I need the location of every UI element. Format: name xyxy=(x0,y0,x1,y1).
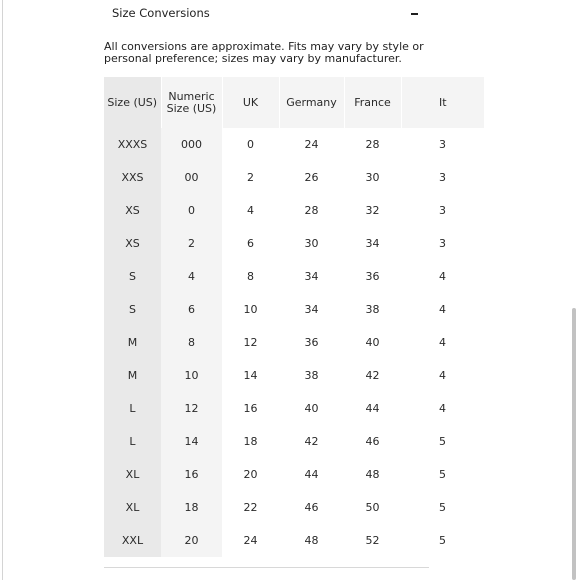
table-cell: 26 xyxy=(279,161,344,194)
table-cell: 0 xyxy=(222,128,279,161)
table-cell: 16 xyxy=(222,392,279,425)
table-cell: 48 xyxy=(279,524,344,557)
table-header-row xyxy=(104,77,484,128)
table-cell: 2 xyxy=(161,227,222,260)
table-cell: 4 xyxy=(401,326,484,359)
table-cell: 34 xyxy=(279,260,344,293)
table-cell: 32 xyxy=(344,194,401,227)
table-cell: 44 xyxy=(344,392,401,425)
table-cell: 0 xyxy=(161,194,222,227)
table-cell: M xyxy=(104,359,161,392)
table-row xyxy=(104,392,484,425)
table-cell: 50 xyxy=(344,491,401,524)
scrollbar-thumb[interactable] xyxy=(572,308,576,580)
table-cell: 12 xyxy=(161,392,222,425)
minus-icon[interactable] xyxy=(408,6,422,20)
table-cell: 5 xyxy=(401,491,484,524)
column-header: UK xyxy=(222,77,279,128)
table-row xyxy=(104,260,484,293)
table-cell: 3 xyxy=(401,194,484,227)
table-cell: S xyxy=(104,293,161,326)
table-row xyxy=(104,293,484,326)
table-cell: 34 xyxy=(344,227,401,260)
table-cell: L xyxy=(104,392,161,425)
table-cell: 6 xyxy=(161,293,222,326)
column-header: Numeric Size (US) xyxy=(161,77,222,128)
table-cell: 38 xyxy=(344,293,401,326)
table-cell: 12 xyxy=(222,326,279,359)
table-cell: 18 xyxy=(222,425,279,458)
column-header: Germany xyxy=(279,77,344,128)
table-cell: 46 xyxy=(279,491,344,524)
table-row xyxy=(104,491,484,524)
table-cell: 46 xyxy=(344,425,401,458)
table-cell: 44 xyxy=(279,458,344,491)
column-header: Size (US) xyxy=(104,77,161,128)
table-cell: 38 xyxy=(279,359,344,392)
table-row xyxy=(104,128,484,161)
table-cell: 20 xyxy=(161,524,222,557)
disclaimer-text: All conversions are approximate. Fits may vary by style or personal preference; sizes may vary by manufacturer. xyxy=(104,40,424,65)
table-row xyxy=(104,227,484,260)
table-cell: 24 xyxy=(222,524,279,557)
table-cell: 2 xyxy=(222,161,279,194)
table-cell: 4 xyxy=(222,194,279,227)
table-cell: 00 xyxy=(161,161,222,194)
table-cell: 40 xyxy=(279,392,344,425)
table-cell: 40 xyxy=(344,326,401,359)
table-cell: 4 xyxy=(401,260,484,293)
table-cell: 3 xyxy=(401,227,484,260)
table-row xyxy=(104,359,484,392)
table-row xyxy=(104,161,484,194)
table-cell: 5 xyxy=(401,425,484,458)
table-cell: 16 xyxy=(161,458,222,491)
table-cell: S xyxy=(104,260,161,293)
column-header: It xyxy=(401,77,484,128)
table-cell: 22 xyxy=(222,491,279,524)
section-title: Size Conversions xyxy=(112,6,210,20)
table-cell: 4 xyxy=(161,260,222,293)
table-cell: L xyxy=(104,425,161,458)
table-row xyxy=(104,458,484,491)
table-cell: 28 xyxy=(279,194,344,227)
table-cell: 000 xyxy=(161,128,222,161)
table-cell: 14 xyxy=(161,425,222,458)
table-cell: 36 xyxy=(279,326,344,359)
table-cell: 8 xyxy=(161,326,222,359)
table-cell: 14 xyxy=(222,359,279,392)
table-cell: 10 xyxy=(161,359,222,392)
table-cell: 28 xyxy=(344,128,401,161)
table-cell: 6 xyxy=(222,227,279,260)
column-header: France xyxy=(344,77,401,128)
table-row xyxy=(104,425,484,458)
table-cell: 20 xyxy=(222,458,279,491)
size-table-scroll-area[interactable] xyxy=(104,77,447,557)
table-cell: 8 xyxy=(222,260,279,293)
table-cell: XXXS xyxy=(104,128,161,161)
size-conversion-table xyxy=(104,77,484,557)
table-cell: 3 xyxy=(401,128,484,161)
table-cell: 30 xyxy=(279,227,344,260)
table-cell: XL xyxy=(104,491,161,524)
table-row xyxy=(104,194,484,227)
table-cell: 4 xyxy=(401,359,484,392)
table-cell: 5 xyxy=(401,458,484,491)
table-cell: M xyxy=(104,326,161,359)
table-cell: 42 xyxy=(279,425,344,458)
table-cell: 52 xyxy=(344,524,401,557)
table-cell: 5 xyxy=(401,524,484,557)
table-cell: 48 xyxy=(344,458,401,491)
table-cell: 18 xyxy=(161,491,222,524)
table-cell: 10 xyxy=(222,293,279,326)
table-cell: 24 xyxy=(279,128,344,161)
table-cell: 36 xyxy=(344,260,401,293)
table-cell: 4 xyxy=(401,392,484,425)
table-cell: 34 xyxy=(279,293,344,326)
table-cell: 30 xyxy=(344,161,401,194)
bottom-divider xyxy=(104,567,429,568)
table-row xyxy=(104,524,484,557)
accordion-header[interactable] xyxy=(112,6,428,22)
left-divider xyxy=(2,0,3,580)
table-cell: 3 xyxy=(401,161,484,194)
table-cell: 42 xyxy=(344,359,401,392)
table-cell: XXS xyxy=(104,161,161,194)
table-cell: 4 xyxy=(401,293,484,326)
table-cell: XS xyxy=(104,194,161,227)
table-cell: XXL xyxy=(104,524,161,557)
table-cell: XS xyxy=(104,227,161,260)
table-cell: XL xyxy=(104,458,161,491)
table-row xyxy=(104,326,484,359)
